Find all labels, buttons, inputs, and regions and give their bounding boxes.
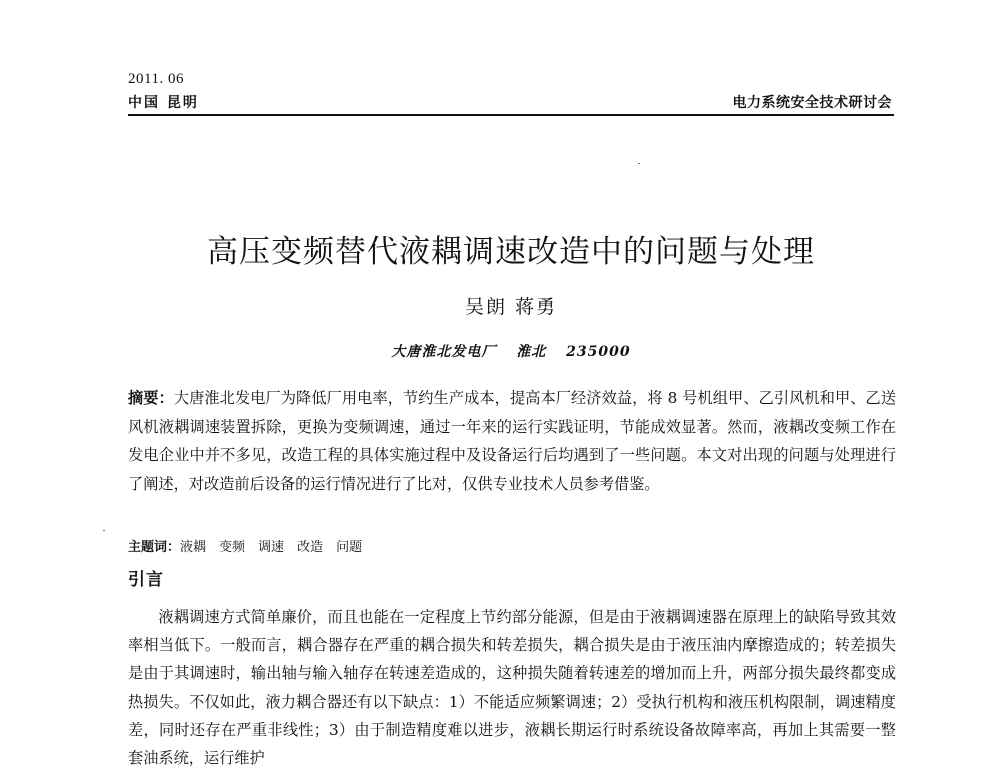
section-heading: 引言: [128, 570, 164, 590]
keyword: 变频: [219, 540, 246, 555]
paper-authors: 吴朗 蒋勇: [464, 296, 558, 318]
keyword: 调速: [258, 540, 285, 555]
abstract-label: 摘要：: [128, 389, 174, 407]
scan-speck: [638, 163, 640, 164]
paper-title: 高压变频替代液耦调速改造中的问题与处理: [207, 234, 815, 270]
keywords: [128, 536, 375, 555]
keywords-label: 主题词：: [128, 540, 181, 555]
paper-affiliation: 大唐淮北发电厂 淮北 235000: [391, 344, 631, 360]
abstract-text: 大唐淮北发电厂为降低厂用电率，节约生产成本，提高本厂经济效益，将 8 号机组甲、乙引风机和甲、乙送风机液耦调速装置拆除，更换为变频调速，通过一年来的运行实践证明，节能成效显著。然而，液耦改变频工作在发电企业中并不多见，改造工程的具体实施过程中及设备运行后均遇到了一些问题。本文对出现的问题与处理进行了阐述，对改造前后设备的运行情况进行了比对，仅供专业技术人员参考借鉴。: [128, 389, 897, 493]
header-date: 2011. 06: [128, 71, 184, 87]
header-rule: [128, 114, 894, 116]
keyword: 液耦: [180, 540, 207, 555]
body-paragraph: 液耦调速方式简单廉价，而且也能在一定程度上节约部分能源，但是由于液耦调速器在原理上的缺陷导致其效率相当低下。一般而言，耦合器存在严重的耦合损失和转差损失，耦合损失是由于液压油内摩擦造成的；转差损失是由于其调速时，输出轴与输入轴存在转速差造成的，这种损失随着转速差的增加而上升，两部分损失最终都变成热损失。不仅如此，液力耦合器还有以下缺点：1）不能适应频繁调速；2）受执行机构和液压机构限制，调速精度差，同时还存在严重非线性；3）由于制造精度难以进步，液耦长期运行时系统设备故障率高，再加上其需要一整套油系统，运行维护: [128, 608, 896, 768]
keyword: 改造: [297, 540, 324, 555]
header-conference: 电力系统安全技术研讨会: [732, 95, 892, 111]
keyword: 问题: [336, 540, 363, 555]
abstract: [128, 384, 896, 498]
scan-speck: [103, 530, 105, 531]
header-place: 中国 昆明: [128, 95, 199, 111]
